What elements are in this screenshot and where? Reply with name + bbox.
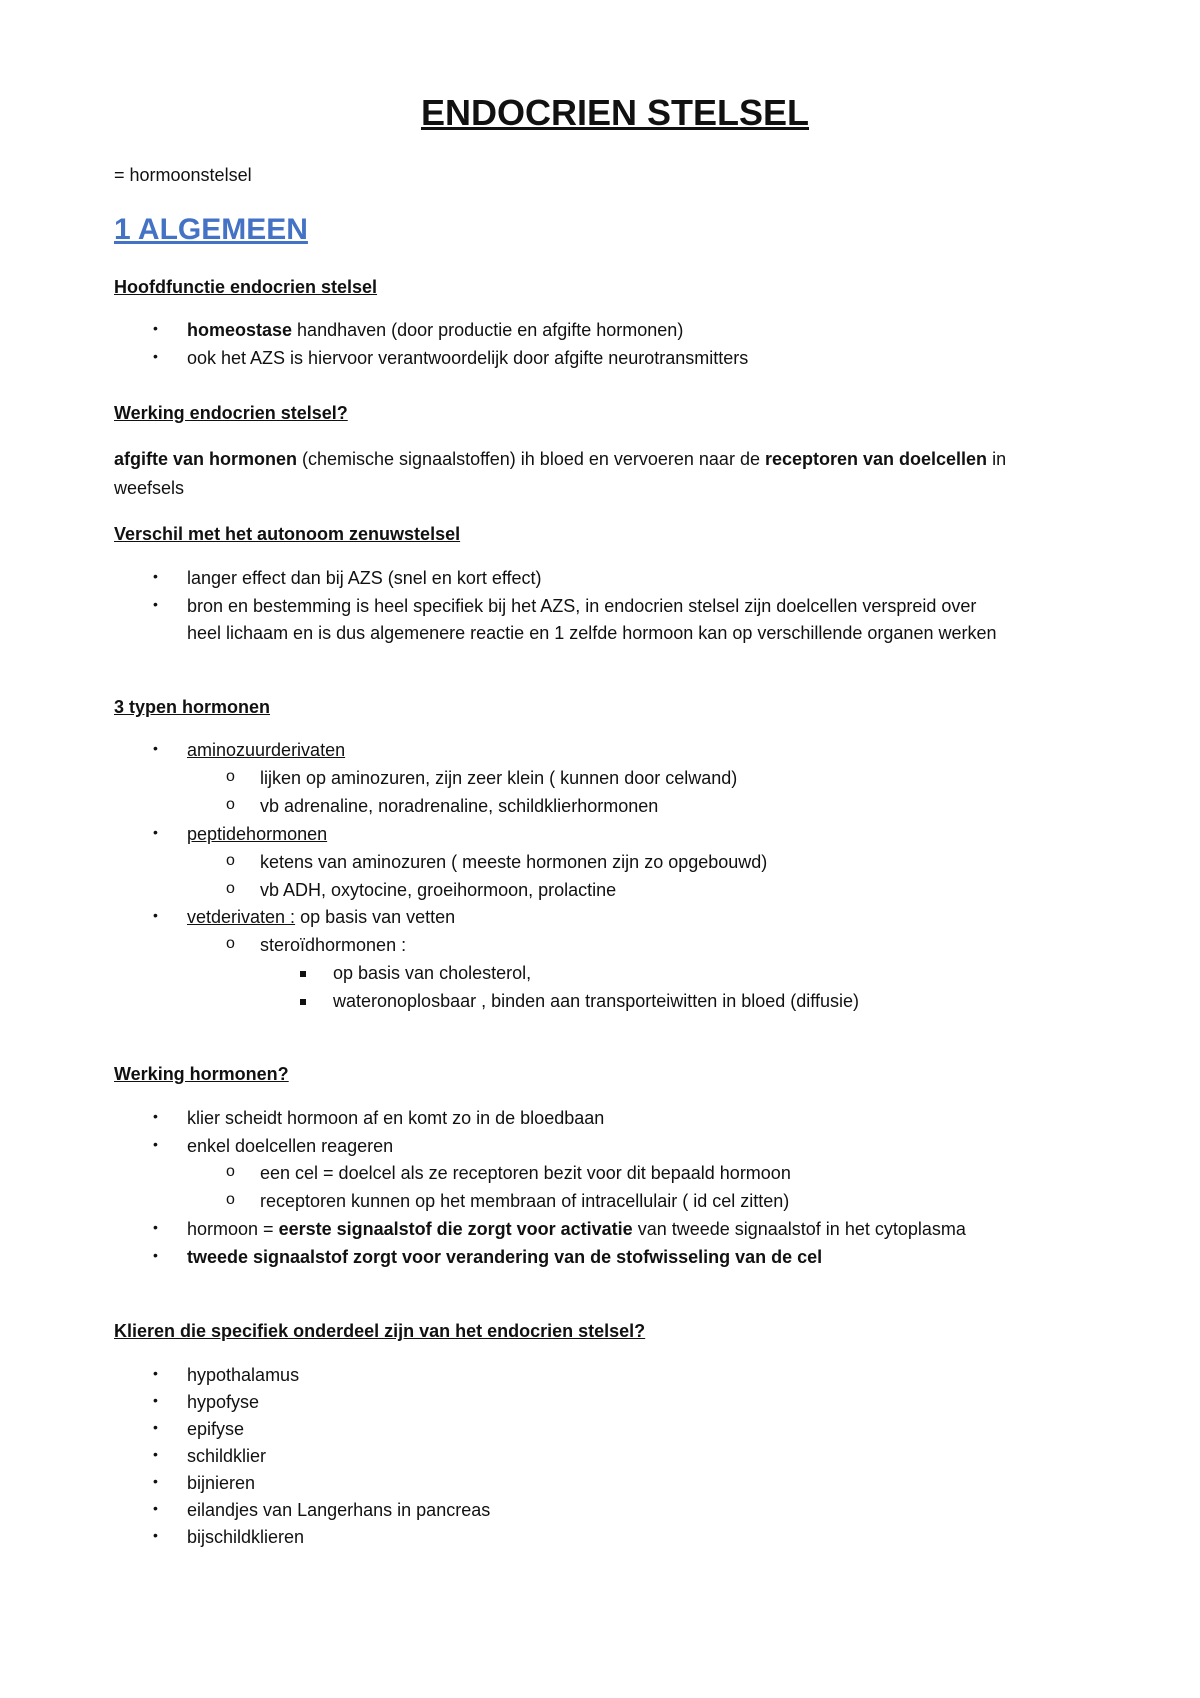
sub-bullet-icon: o [226, 852, 235, 869]
list-item: bijnieren [187, 1473, 256, 1493]
text: hormoon = [187, 1219, 279, 1239]
sub-bullet-icon: o [226, 768, 235, 785]
sub-list-item: vb ADH, oxytocine, groeihormoon, prolactine [260, 880, 617, 900]
list-item [187, 907, 455, 928]
list-item: klier scheidt hormoon af en komt zo in de bloedbaan [187, 1108, 605, 1128]
bullet-icon: • [153, 1247, 158, 1263]
paragraph-line [114, 449, 1006, 470]
sub-list-item: ketens van aminozuren ( meeste hormonen zijn zo opgebouwd) [260, 852, 768, 872]
bullet-icon: • [153, 1219, 158, 1235]
bullet-icon: • [153, 1500, 158, 1516]
bold-text: receptoren van doelcellen [764, 449, 988, 469]
text: op basis van vetten [295, 907, 456, 927]
heading-typen: 3 typen hormonen [114, 697, 271, 717]
list-item: hypothalamus [187, 1365, 300, 1385]
list-item: bijschildklieren [187, 1527, 305, 1547]
list-item: aminozuurderivaten [187, 740, 346, 760]
bold-text: eerste signaalstof die zorgt voor activatie [278, 1219, 633, 1239]
list-item-continued: heel lichaam en is dus algemenere reactie en 1 zelfde hormoon kan op verschillende organen werken [187, 623, 997, 643]
list-item: peptidehormonen [187, 824, 328, 844]
list-item: bron en bestemming is heel specifiek bij het AZS, in endocrien stelsel zijn doelcellen verspreid over [187, 596, 977, 616]
bullet-icon: • [153, 348, 158, 364]
sub-bullet-icon: o [226, 1191, 235, 1208]
bullet-icon: • [153, 1419, 158, 1435]
heading-werking-endocrien: Werking endocrien stelsel? [114, 403, 348, 423]
list-item [187, 1219, 966, 1240]
bullet-icon: • [153, 1392, 158, 1408]
bullet-icon: • [153, 1527, 158, 1543]
sub-list-item: vb adrenaline, noradrenaline, schildklierhormonen [260, 796, 659, 816]
sub-sub-list-item: wateronoplosbaar , binden aan transporteiwitten in bloed (diffusie) [333, 991, 859, 1011]
list-item-text: handhaven (door productie en afgifte hormonen) [292, 320, 684, 340]
sub-bullet-icon: o [226, 796, 235, 813]
section-heading-algemeen: 1 ALGEMEEN [114, 213, 308, 246]
heading-werking-hormonen: Werking hormonen? [114, 1064, 289, 1084]
bullet-icon: • [153, 740, 158, 756]
text: van tweede signaalstof in het cytoplasma [632, 1219, 966, 1239]
list-item: ook het AZS is hiervoor verantwoordelijk door afgifte neurotransmitters [187, 348, 749, 368]
square-bullet-icon [300, 999, 306, 1005]
bullet-icon: • [153, 1446, 158, 1462]
bullet-icon: • [153, 568, 158, 584]
sub-list-item: lijken op aminozuren, zijn zeer klein ( kunnen door celwand) [260, 768, 738, 788]
bullet-icon: • [153, 596, 158, 612]
paragraph-line: weefsels [114, 478, 185, 498]
subtitle: = hormoonstelsel [114, 165, 252, 185]
bullet-icon: • [153, 1365, 158, 1381]
sub-list-item: receptoren kunnen op het membraan of intracellulair ( id cel zitten) [260, 1191, 790, 1211]
list-item: schildklier [187, 1446, 267, 1466]
square-bullet-icon [300, 971, 306, 977]
list-item: epifyse [187, 1419, 245, 1439]
bullet-icon: • [153, 320, 158, 336]
sub-bullet-icon: o [226, 1163, 235, 1180]
bullet-icon: • [153, 1473, 158, 1489]
list-item: eilandjes van Langerhans in pancreas [187, 1500, 491, 1520]
bullet-icon: • [153, 907, 158, 923]
list-item: hypofyse [187, 1392, 260, 1412]
heading-verschil: Verschil met het autonoom zenuwstelsel [114, 524, 461, 544]
list-item-bold: homeostase [187, 320, 293, 340]
sub-list-item: steroïdhormonen : [260, 935, 407, 955]
heading-klieren: Klieren die specifiek onderdeel zijn van het endocrien stelsel? [114, 1321, 646, 1341]
list-item: enkel doelcellen reageren [187, 1136, 394, 1156]
list-item [187, 320, 683, 341]
bullet-icon: • [153, 824, 158, 840]
list-item: tweede signaalstof zorgt voor verandering van de stofwisseling van de cel [187, 1247, 823, 1267]
sub-bullet-icon: o [226, 880, 235, 897]
list-item: langer effect dan bij AZS (snel en kort effect) [187, 568, 542, 588]
heading-hoofdfunctie: Hoofdfunctie endocrien stelsel [114, 277, 378, 297]
sub-sub-list-item: op basis van cholesterol, [333, 963, 532, 983]
bold-text: afgifte van hormonen [114, 449, 298, 469]
text: in [987, 449, 1007, 469]
underlined-text: vetderivaten : [187, 907, 296, 927]
page-title: ENDOCRIEN STELSEL [420, 92, 810, 133]
bullet-icon: • [153, 1108, 158, 1124]
sub-list-item: een cel = doelcel als ze receptoren bezit voor dit bepaald hormoon [260, 1163, 791, 1183]
text: (chemische signaalstoffen) ih bloed en vervoeren naar de [297, 449, 765, 469]
bullet-icon: • [153, 1136, 158, 1152]
sub-bullet-icon: o [226, 935, 235, 952]
